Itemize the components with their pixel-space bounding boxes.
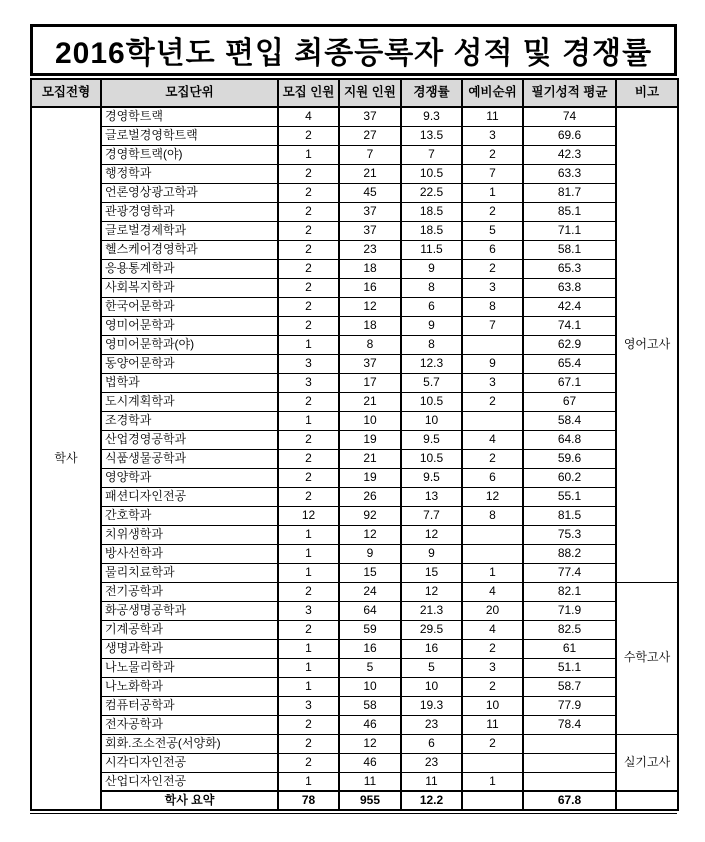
table-row bbox=[31, 430, 678, 449]
unit-cell: 기계공학과 bbox=[101, 620, 278, 639]
ratio-cell: 15 bbox=[401, 563, 462, 582]
quota-cell: 2 bbox=[278, 221, 339, 240]
column-header: 비고 bbox=[616, 79, 678, 107]
unit-cell: 나노화학과 bbox=[101, 677, 278, 696]
avg-score-cell: 58.4 bbox=[523, 411, 616, 430]
column-header: 필기성적 평균 bbox=[523, 79, 616, 107]
avg-score-cell: 77.4 bbox=[523, 563, 616, 582]
unit-cell: 패션디자인전공 bbox=[101, 487, 278, 506]
quota-cell: 2 bbox=[278, 582, 339, 601]
quota-cell: 2 bbox=[278, 449, 339, 468]
unit-cell: 행정학과 bbox=[101, 164, 278, 183]
quota-cell: 2 bbox=[278, 430, 339, 449]
table-row bbox=[31, 145, 678, 164]
avg-score-cell: 81.7 bbox=[523, 183, 616, 202]
applicants-cell: 16 bbox=[339, 639, 401, 658]
unit-cell: 관광경영학과 bbox=[101, 202, 278, 221]
table-row bbox=[31, 734, 678, 753]
ratio-cell: 10 bbox=[401, 677, 462, 696]
ratio-cell: 12 bbox=[401, 525, 462, 544]
quota-cell: 2 bbox=[278, 487, 339, 506]
summary-avg-cell: 67.8 bbox=[523, 791, 616, 810]
quota-cell: 2 bbox=[278, 734, 339, 753]
unit-cell: 생명과학과 bbox=[101, 639, 278, 658]
quota-cell: 2 bbox=[278, 259, 339, 278]
wait-rank-cell: 3 bbox=[462, 373, 523, 392]
quota-cell: 2 bbox=[278, 468, 339, 487]
table-row bbox=[31, 183, 678, 202]
unit-cell: 사회복지학과 bbox=[101, 278, 278, 297]
table-row bbox=[31, 772, 678, 791]
applicants-cell: 45 bbox=[339, 183, 401, 202]
table-row bbox=[31, 297, 678, 316]
table-row bbox=[31, 164, 678, 183]
ratio-cell: 13 bbox=[401, 487, 462, 506]
unit-cell: 치위생학과 bbox=[101, 525, 278, 544]
table-row bbox=[31, 696, 678, 715]
unit-cell: 전자공학과 bbox=[101, 715, 278, 734]
avg-score-cell: 65.3 bbox=[523, 259, 616, 278]
wait-rank-cell: 2 bbox=[462, 449, 523, 468]
remark-cell: 실기고사 bbox=[616, 734, 678, 791]
unit-cell: 경영학트랙(야) bbox=[101, 145, 278, 164]
admission-type-cell: 학사 bbox=[31, 107, 101, 810]
applicants-cell: 15 bbox=[339, 563, 401, 582]
ratio-cell: 9 bbox=[401, 259, 462, 278]
unit-cell: 조경학과 bbox=[101, 411, 278, 430]
ratio-cell: 19.3 bbox=[401, 696, 462, 715]
column-header: 모집전형 bbox=[31, 79, 101, 107]
unit-cell: 컴퓨터공학과 bbox=[101, 696, 278, 715]
avg-score-cell: 78.4 bbox=[523, 715, 616, 734]
avg-score-cell: 64.8 bbox=[523, 430, 616, 449]
wait-rank-cell: 20 bbox=[462, 601, 523, 620]
table-row bbox=[31, 107, 678, 126]
avg-score-cell: 60.2 bbox=[523, 468, 616, 487]
applicants-cell: 64 bbox=[339, 601, 401, 620]
table-row bbox=[31, 278, 678, 297]
ratio-cell: 9 bbox=[401, 316, 462, 335]
unit-cell: 글로벌경제학과 bbox=[101, 221, 278, 240]
wait-rank-cell: 11 bbox=[462, 107, 523, 126]
unit-cell: 법학과 bbox=[101, 373, 278, 392]
table-row bbox=[31, 468, 678, 487]
quota-cell: 1 bbox=[278, 658, 339, 677]
avg-score-cell: 82.1 bbox=[523, 582, 616, 601]
unit-cell: 화공생명공학과 bbox=[101, 601, 278, 620]
ratio-cell: 9 bbox=[401, 544, 462, 563]
summary-label-cell: 학사 요약 bbox=[101, 791, 278, 810]
unit-cell: 응용통계학과 bbox=[101, 259, 278, 278]
quota-cell: 3 bbox=[278, 601, 339, 620]
ratio-cell: 16 bbox=[401, 639, 462, 658]
ratio-cell: 11.5 bbox=[401, 240, 462, 259]
summary-ratio-cell: 12.2 bbox=[401, 791, 462, 810]
wait-rank-cell: 3 bbox=[462, 658, 523, 677]
applicants-cell: 7 bbox=[339, 145, 401, 164]
column-header: 경쟁률 bbox=[401, 79, 462, 107]
ratio-cell: 9.3 bbox=[401, 107, 462, 126]
table-row bbox=[31, 354, 678, 373]
applicants-cell: 92 bbox=[339, 506, 401, 525]
wait-rank-cell: 2 bbox=[462, 259, 523, 278]
avg-score-cell: 58.1 bbox=[523, 240, 616, 259]
quota-cell: 2 bbox=[278, 620, 339, 639]
quota-cell: 4 bbox=[278, 107, 339, 126]
summary-applicants-cell: 955 bbox=[339, 791, 401, 810]
wait-rank-cell: 9 bbox=[462, 354, 523, 373]
applicants-cell: 16 bbox=[339, 278, 401, 297]
applicants-cell: 46 bbox=[339, 753, 401, 772]
table-row bbox=[31, 544, 678, 563]
avg-score-cell: 74.1 bbox=[523, 316, 616, 335]
ratio-cell: 29.5 bbox=[401, 620, 462, 639]
applicants-cell: 12 bbox=[339, 297, 401, 316]
wait-rank-cell: 2 bbox=[462, 392, 523, 411]
admission-report bbox=[30, 24, 677, 814]
quota-cell: 12 bbox=[278, 506, 339, 525]
wait-rank-cell: 5 bbox=[462, 221, 523, 240]
ratio-cell: 18.5 bbox=[401, 221, 462, 240]
header-row bbox=[31, 79, 678, 107]
applicants-cell: 5 bbox=[339, 658, 401, 677]
wait-rank-cell: 3 bbox=[462, 126, 523, 145]
quota-cell: 1 bbox=[278, 563, 339, 582]
avg-score-cell: 59.6 bbox=[523, 449, 616, 468]
table-row bbox=[31, 525, 678, 544]
table-row bbox=[31, 677, 678, 696]
unit-cell: 시각디자인전공 bbox=[101, 753, 278, 772]
applicants-cell: 21 bbox=[339, 392, 401, 411]
quota-cell: 2 bbox=[278, 392, 339, 411]
table-row bbox=[31, 639, 678, 658]
ratio-cell: 10.5 bbox=[401, 392, 462, 411]
unit-cell: 방사선학과 bbox=[101, 544, 278, 563]
applicants-cell: 37 bbox=[339, 202, 401, 221]
wait-rank-cell: 6 bbox=[462, 240, 523, 259]
applicants-cell: 46 bbox=[339, 715, 401, 734]
wait-rank-cell: 2 bbox=[462, 145, 523, 164]
quota-cell: 2 bbox=[278, 240, 339, 259]
column-header: 모집단위 bbox=[101, 79, 278, 107]
table-row bbox=[31, 126, 678, 145]
table-row bbox=[31, 582, 678, 601]
applicants-cell: 37 bbox=[339, 107, 401, 126]
unit-cell: 전기공학과 bbox=[101, 582, 278, 601]
wait-rank-cell: 2 bbox=[462, 202, 523, 221]
wait-rank-cell: 11 bbox=[462, 715, 523, 734]
avg-score-cell: 42.3 bbox=[523, 145, 616, 164]
quota-cell: 2 bbox=[278, 316, 339, 335]
wait-rank-cell: 2 bbox=[462, 639, 523, 658]
table-body bbox=[31, 107, 678, 810]
unit-cell: 식품생물공학과 bbox=[101, 449, 278, 468]
quota-cell: 2 bbox=[278, 164, 339, 183]
wait-rank-cell: 1 bbox=[462, 772, 523, 791]
table-row bbox=[31, 316, 678, 335]
avg-score-cell: 85.1 bbox=[523, 202, 616, 221]
column-header: 모집 인원 bbox=[278, 79, 339, 107]
quota-cell: 1 bbox=[278, 335, 339, 354]
ratio-cell: 9.5 bbox=[401, 430, 462, 449]
wait-rank-cell: 1 bbox=[462, 563, 523, 582]
summary-quota-cell: 78 bbox=[278, 791, 339, 810]
avg-score-cell bbox=[523, 772, 616, 791]
table-row bbox=[31, 601, 678, 620]
avg-score-cell bbox=[523, 734, 616, 753]
unit-cell: 나노물리학과 bbox=[101, 658, 278, 677]
wait-rank-cell: 2 bbox=[462, 677, 523, 696]
ratio-cell: 11 bbox=[401, 772, 462, 791]
unit-cell: 한국어문학과 bbox=[101, 297, 278, 316]
avg-score-cell: 63.8 bbox=[523, 278, 616, 297]
wait-rank-cell: 3 bbox=[462, 278, 523, 297]
wait-rank-cell: 4 bbox=[462, 620, 523, 639]
applicants-cell: 18 bbox=[339, 316, 401, 335]
avg-score-cell bbox=[523, 753, 616, 772]
ratio-cell: 13.5 bbox=[401, 126, 462, 145]
applicants-cell: 11 bbox=[339, 772, 401, 791]
wait-rank-cell: 10 bbox=[462, 696, 523, 715]
table-row bbox=[31, 563, 678, 582]
quota-cell: 1 bbox=[278, 544, 339, 563]
unit-cell: 글로벌경영학트랙 bbox=[101, 126, 278, 145]
quota-cell: 2 bbox=[278, 126, 339, 145]
applicants-cell: 23 bbox=[339, 240, 401, 259]
table-row bbox=[31, 487, 678, 506]
table-row bbox=[31, 753, 678, 772]
avg-score-cell: 67.1 bbox=[523, 373, 616, 392]
unit-cell: 산업디자인전공 bbox=[101, 772, 278, 791]
remark-cell: 영어고사 bbox=[616, 107, 678, 582]
wait-rank-cell: 7 bbox=[462, 164, 523, 183]
unit-cell: 회화.조소전공(서양화) bbox=[101, 734, 278, 753]
ratio-cell: 23 bbox=[401, 753, 462, 772]
avg-score-cell: 63.3 bbox=[523, 164, 616, 183]
avg-score-cell: 71.9 bbox=[523, 601, 616, 620]
quota-cell: 1 bbox=[278, 639, 339, 658]
ratio-cell: 21.3 bbox=[401, 601, 462, 620]
table-row bbox=[31, 392, 678, 411]
unit-cell: 영미어문학과 bbox=[101, 316, 278, 335]
avg-score-cell: 61 bbox=[523, 639, 616, 658]
wait-rank-cell bbox=[462, 525, 523, 544]
quota-cell: 2 bbox=[278, 753, 339, 772]
applicants-cell: 12 bbox=[339, 734, 401, 753]
admission-table bbox=[30, 78, 679, 811]
quota-cell: 1 bbox=[278, 525, 339, 544]
quota-cell: 3 bbox=[278, 354, 339, 373]
ratio-cell: 10.5 bbox=[401, 164, 462, 183]
table-header bbox=[31, 79, 678, 107]
quota-cell: 1 bbox=[278, 677, 339, 696]
wait-rank-cell: 7 bbox=[462, 316, 523, 335]
applicants-cell: 21 bbox=[339, 164, 401, 183]
ratio-cell: 5.7 bbox=[401, 373, 462, 392]
report-title: 2016학년도 편입 최종등록자 성적 및 경쟁률 bbox=[30, 24, 677, 76]
applicants-cell: 19 bbox=[339, 430, 401, 449]
column-header: 지원 인원 bbox=[339, 79, 401, 107]
summary-wait-cell bbox=[462, 791, 523, 810]
unit-cell: 경영학트랙 bbox=[101, 107, 278, 126]
ratio-cell: 7 bbox=[401, 145, 462, 164]
ratio-cell: 12.3 bbox=[401, 354, 462, 373]
avg-score-cell: 51.1 bbox=[523, 658, 616, 677]
avg-score-cell: 69.6 bbox=[523, 126, 616, 145]
table-row bbox=[31, 259, 678, 278]
quota-cell: 1 bbox=[278, 411, 339, 430]
unit-cell: 간호학과 bbox=[101, 506, 278, 525]
avg-score-cell: 88.2 bbox=[523, 544, 616, 563]
unit-cell: 물리치료학과 bbox=[101, 563, 278, 582]
applicants-cell: 27 bbox=[339, 126, 401, 145]
applicants-cell: 18 bbox=[339, 259, 401, 278]
table-row bbox=[31, 202, 678, 221]
wait-rank-cell bbox=[462, 335, 523, 354]
wait-rank-cell: 1 bbox=[462, 183, 523, 202]
unit-cell: 영양학과 bbox=[101, 468, 278, 487]
summary-remark-cell bbox=[616, 791, 678, 810]
applicants-cell: 19 bbox=[339, 468, 401, 487]
applicants-cell: 17 bbox=[339, 373, 401, 392]
applicants-cell: 10 bbox=[339, 677, 401, 696]
ratio-cell: 6 bbox=[401, 297, 462, 316]
table-row bbox=[31, 506, 678, 525]
avg-score-cell: 55.1 bbox=[523, 487, 616, 506]
table-row bbox=[31, 221, 678, 240]
column-header: 예비순위 bbox=[462, 79, 523, 107]
avg-score-cell: 77.9 bbox=[523, 696, 616, 715]
applicants-cell: 21 bbox=[339, 449, 401, 468]
wait-rank-cell: 8 bbox=[462, 506, 523, 525]
avg-score-cell: 67 bbox=[523, 392, 616, 411]
avg-score-cell: 65.4 bbox=[523, 354, 616, 373]
applicants-cell: 58 bbox=[339, 696, 401, 715]
quota-cell: 1 bbox=[278, 145, 339, 164]
quota-cell: 2 bbox=[278, 297, 339, 316]
quota-cell: 2 bbox=[278, 202, 339, 221]
unit-cell: 영미어문학과(야) bbox=[101, 335, 278, 354]
ratio-cell: 7.7 bbox=[401, 506, 462, 525]
avg-score-cell: 42.4 bbox=[523, 297, 616, 316]
avg-score-cell: 58.7 bbox=[523, 677, 616, 696]
table-row bbox=[31, 240, 678, 259]
unit-cell: 도시계획학과 bbox=[101, 392, 278, 411]
avg-score-cell: 75.3 bbox=[523, 525, 616, 544]
wait-rank-cell: 4 bbox=[462, 582, 523, 601]
applicants-cell: 12 bbox=[339, 525, 401, 544]
avg-score-cell: 71.1 bbox=[523, 221, 616, 240]
wait-rank-cell bbox=[462, 753, 523, 772]
applicants-cell: 37 bbox=[339, 354, 401, 373]
table-row bbox=[31, 658, 678, 677]
ratio-cell: 8 bbox=[401, 335, 462, 354]
applicants-cell: 24 bbox=[339, 582, 401, 601]
wait-rank-cell: 6 bbox=[462, 468, 523, 487]
table-row bbox=[31, 411, 678, 430]
ratio-cell: 22.5 bbox=[401, 183, 462, 202]
ratio-cell: 5 bbox=[401, 658, 462, 677]
quota-cell: 2 bbox=[278, 183, 339, 202]
wait-rank-cell: 12 bbox=[462, 487, 523, 506]
applicants-cell: 10 bbox=[339, 411, 401, 430]
applicants-cell: 59 bbox=[339, 620, 401, 639]
avg-score-cell: 74 bbox=[523, 107, 616, 126]
unit-cell: 헬스케어경영학과 bbox=[101, 240, 278, 259]
unit-cell: 산업경영공학과 bbox=[101, 430, 278, 449]
applicants-cell: 8 bbox=[339, 335, 401, 354]
avg-score-cell: 62.9 bbox=[523, 335, 616, 354]
quota-cell: 3 bbox=[278, 696, 339, 715]
wait-rank-cell: 8 bbox=[462, 297, 523, 316]
unit-cell: 동양어문학과 bbox=[101, 354, 278, 373]
applicants-cell: 9 bbox=[339, 544, 401, 563]
applicants-cell: 26 bbox=[339, 487, 401, 506]
ratio-cell: 9.5 bbox=[401, 468, 462, 487]
ratio-cell: 12 bbox=[401, 582, 462, 601]
table-row bbox=[31, 335, 678, 354]
quota-cell: 2 bbox=[278, 278, 339, 297]
remark-cell: 수학고사 bbox=[616, 582, 678, 734]
ratio-cell: 6 bbox=[401, 734, 462, 753]
summary-row bbox=[31, 791, 678, 810]
wait-rank-cell: 4 bbox=[462, 430, 523, 449]
ratio-cell: 10.5 bbox=[401, 449, 462, 468]
avg-score-cell: 81.5 bbox=[523, 506, 616, 525]
wait-rank-cell bbox=[462, 411, 523, 430]
table-row bbox=[31, 449, 678, 468]
table-row bbox=[31, 620, 678, 639]
quota-cell: 1 bbox=[278, 772, 339, 791]
wait-rank-cell: 2 bbox=[462, 734, 523, 753]
applicants-cell: 37 bbox=[339, 221, 401, 240]
ratio-cell: 23 bbox=[401, 715, 462, 734]
unit-cell: 언론영상광고학과 bbox=[101, 183, 278, 202]
bottom-rule bbox=[30, 813, 677, 814]
quota-cell: 3 bbox=[278, 373, 339, 392]
ratio-cell: 10 bbox=[401, 411, 462, 430]
avg-score-cell: 82.5 bbox=[523, 620, 616, 639]
ratio-cell: 18.5 bbox=[401, 202, 462, 221]
wait-rank-cell bbox=[462, 544, 523, 563]
table-row bbox=[31, 715, 678, 734]
quota-cell: 2 bbox=[278, 715, 339, 734]
table-row bbox=[31, 373, 678, 392]
ratio-cell: 8 bbox=[401, 278, 462, 297]
